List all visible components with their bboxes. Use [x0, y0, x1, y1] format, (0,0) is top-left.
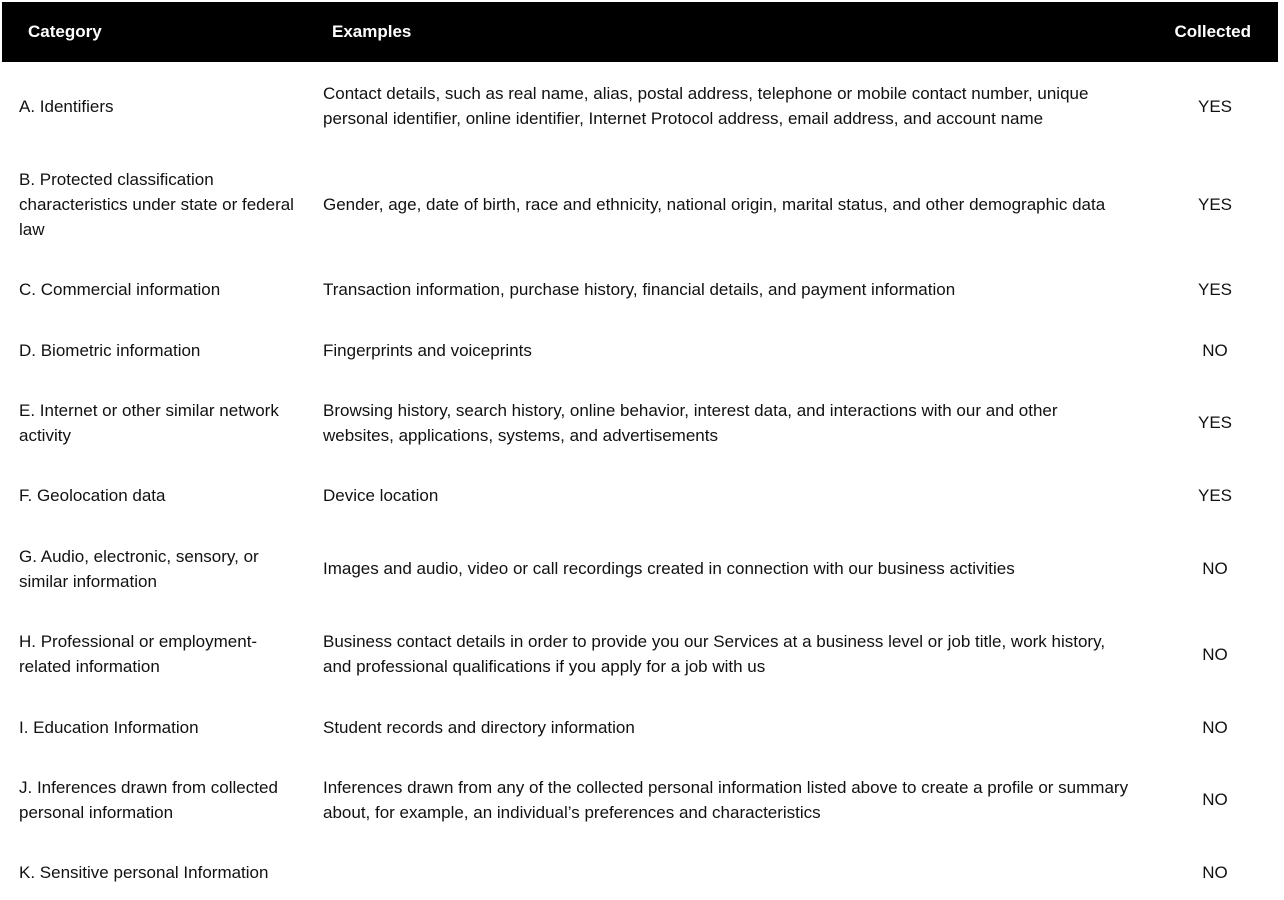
row-examples: Inferences drawn from any of the collected personal information listed above to create a profile or summary about, for example, an individual’s preferences and characteristics	[323, 777, 1129, 822]
row-collected: YES	[1197, 279, 1233, 299]
row-category: F. Geolocation data	[19, 486, 166, 505]
table-header	[2, 2, 1278, 62]
row-category: K. Sensitive personal Information	[19, 862, 269, 882]
row-examples: Browsing history, search history, online behavior, interest data, and interactions with our and other websites, applications, systems, and advertisements	[323, 400, 1058, 445]
row-examples: Contact details, such as real name, alias, postal address, telephone or mobile contact number, unique personal identifier, online identifier, Internet Protocol address, email address, and account name	[323, 84, 1089, 128]
row-examples: Device location	[323, 486, 439, 505]
row-category: G. Audio, electronic, sensory, or similar information	[19, 546, 259, 591]
table-row	[2, 611, 1278, 697]
row-collected: YES	[1197, 194, 1233, 214]
row-collected: NO	[1202, 644, 1228, 664]
header-category: Category	[28, 22, 102, 41]
row-examples: Gender, age, date of birth, race and ethnicity, national origin, marital status, and other demographic data	[323, 194, 1106, 214]
table-row	[2, 465, 1278, 526]
table-row	[2, 320, 1278, 380]
row-category: C. Commercial information	[19, 279, 221, 299]
row-category: I. Education Information	[19, 717, 199, 737]
row-category: E. Internet or other similar network activity	[19, 400, 279, 445]
row-category: D. Biometric information	[19, 340, 201, 360]
row-examples: Business contact details in order to provide you our Services at a business level or job title, work history, and professional qualifications if you apply for a job with us	[323, 632, 1106, 676]
table-row	[2, 150, 1278, 258]
row-category: A. Identifiers	[19, 96, 114, 116]
personal-information-table	[2, 2, 1278, 900]
row-examples: Images and audio, video or call recordings created in connection with our business activities	[323, 559, 1015, 578]
row-collected: YES	[1197, 413, 1233, 432]
row-collected: NO	[1202, 559, 1228, 578]
table-row	[2, 380, 1278, 465]
table-row	[2, 757, 1278, 842]
table-row	[2, 62, 1278, 150]
row-category: J. Inferences drawn from collected personal information	[19, 777, 278, 822]
header-collected: Collected	[1174, 22, 1251, 41]
row-examples: Student records and directory information	[323, 717, 635, 737]
table-row	[2, 842, 1278, 900]
table-row	[2, 526, 1278, 611]
row-collected: YES	[1197, 96, 1233, 116]
row-collected: NO	[1202, 790, 1228, 809]
row-collected: NO	[1202, 862, 1228, 882]
row-examples: Fingerprints and voiceprints	[323, 340, 532, 360]
row-category: H. Professional or employment-related information	[19, 632, 258, 676]
header-examples: Examples	[332, 22, 412, 41]
row-category: B. Protected classification characteristics under state or federal law	[19, 169, 294, 239]
row-collected: YES	[1197, 486, 1233, 505]
row-examples: Transaction information, purchase history, financial details, and payment information	[323, 279, 956, 299]
table-row	[2, 258, 1278, 320]
row-collected: NO	[1202, 340, 1228, 360]
table-row	[2, 697, 1278, 757]
row-collected: NO	[1202, 717, 1228, 737]
